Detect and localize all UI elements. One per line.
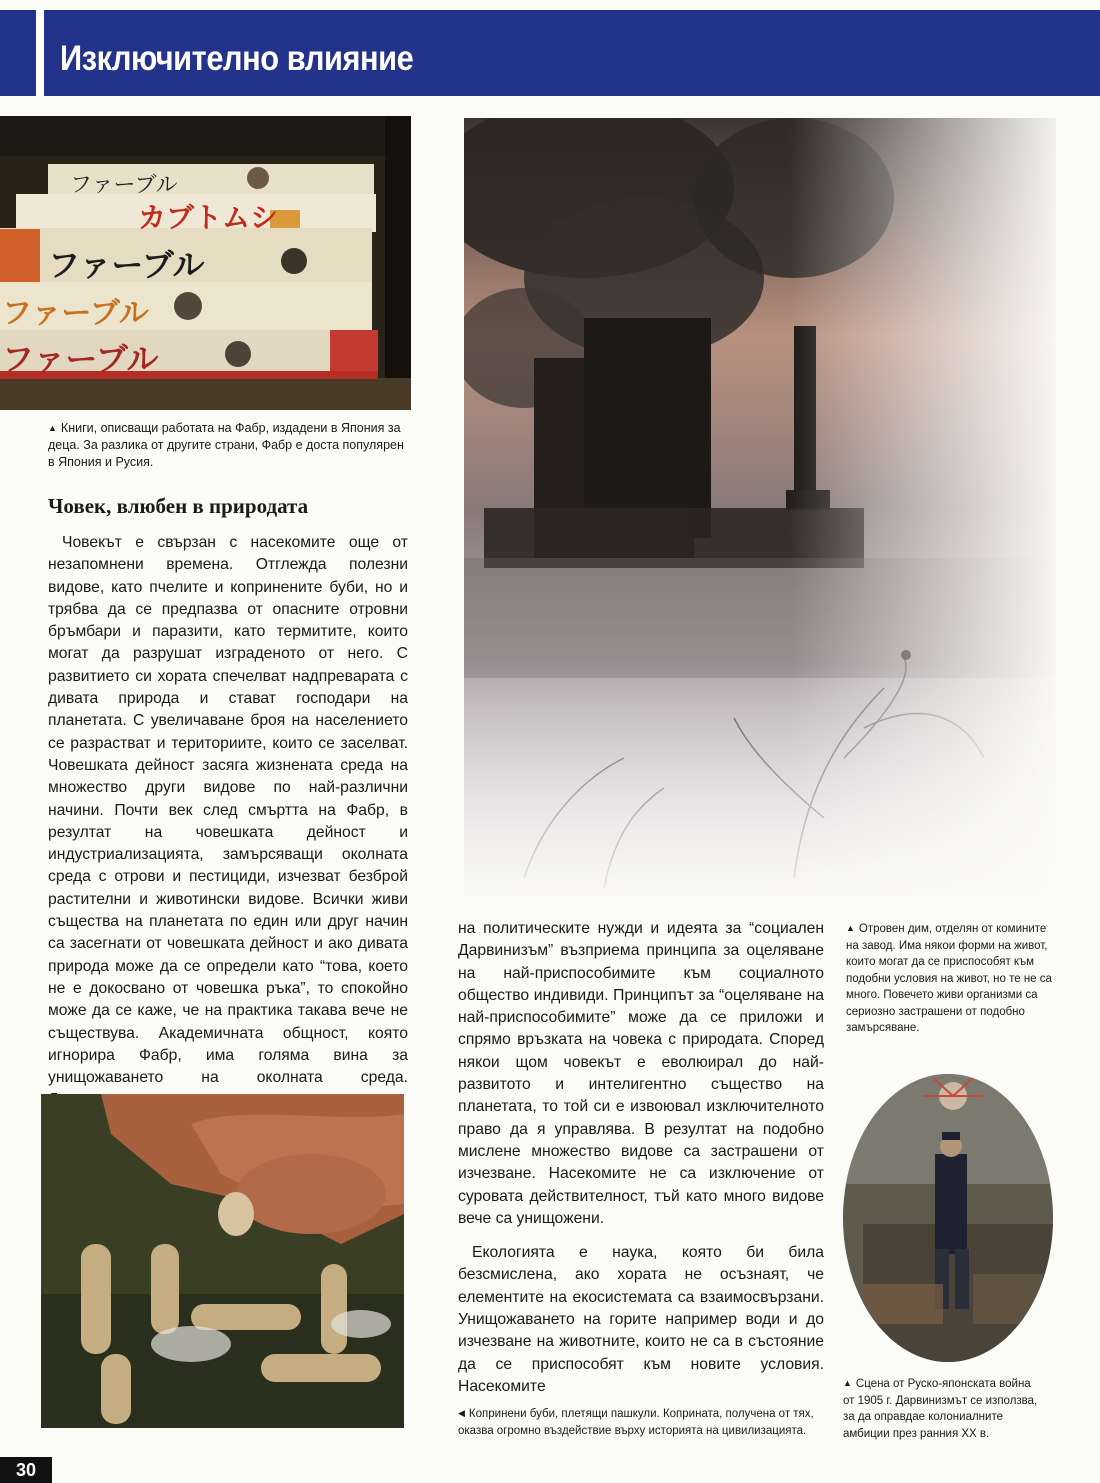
article-column-2: [458, 918, 824, 1398]
book-spine-2: カブトムシ: [138, 201, 279, 234]
caption-left-arrow-icon: ◀: [458, 1408, 465, 1418]
book-spine-1: ファーブル: [70, 173, 178, 198]
factory-caption: ▲ Отровен дим, отделян от комините на завод. Има някои форми на живот, които могат да се приспособят към подобни условия на живот, но те не са много. Повечето живи организми са сериозно застрашени от подобно замърсяване.: [846, 920, 1056, 1037]
header-edge-stripe: [36, 10, 44, 96]
book-spine-4: ファーブル: [2, 296, 149, 331]
war-painting: [843, 1074, 1053, 1362]
paragraph: Екологията е наука, която би била безсмислена, ако хората не осъзнаят, че елементите на екосистемата са взаимосвързани. Унищожаването на горите например води и до изчезване на животните, които не са в състояние да се приспособят към новите условия. Насекомите: [458, 1244, 824, 1395]
war-caption: ▲ Сцена от Руско-японската война от 1905 г. Дарвинизмът се използва, за да оправдае колониалните амбиции през ранния XX в.: [843, 1375, 1043, 1442]
caption-up-arrow-icon: ▲: [843, 1378, 852, 1388]
paragraph: на политическите нужди и идеята за “социален Дарвинизъм” възприема принципа за оцеляване на най-приспособимите към социалното общество индивиди. Принципът за “оцеляване на най-приспособимите” може да се приложи и спрямо връзката на човека с природата. Според някои щом човекът е еволюирал до най-развитото и интелигентно същество на планетата, то той си е извоювал изключителното право да я управлява. В резултат на подобно мислене множество видове са застрашени от изчезване. Насекомите не са изключение от суровата действителност, тъй като много видове вече са унищожени.: [458, 920, 824, 1227]
article-column-1: [48, 532, 408, 1112]
page-title: Изключително влияние: [60, 39, 414, 78]
book-spine-3: ファーブル: [48, 246, 205, 284]
factory-smoke-photo: [464, 118, 1056, 896]
caption-up-arrow-icon: ▲: [846, 923, 855, 933]
book-spine-5: ファーブル: [2, 340, 159, 378]
books-photo: [0, 116, 411, 410]
books-caption: ▲ Книги, описващи работата на Фабр, издадени в Япония за деца. За разлика от другите страни, Фабр е доста популярен в Япония и Русия.: [48, 421, 404, 469]
silkworms-photo: [41, 1094, 404, 1428]
silkworms-caption: ◀ Копринени буби, плетящи пашкули. Коприната, получена от тях, оказва огромно въздействие върху историята на цивилизацията.: [458, 1405, 828, 1439]
caption-up-arrow-icon: ▲: [48, 423, 57, 433]
page-number: 30: [0, 1457, 52, 1483]
section-heading: Човек, влюбен в природата: [48, 494, 309, 518]
paragraph: Човекът е свързан с насекомите още от незапомнени времена. Отглежда полезни видове, като пчелите и копринените буби, но и трябва да се предпазва от опасните отровни бръмбари и паразити, като термитите, които могат да разрушат изграденото от него. С развитието си хората спечелват надпреварата с дивата природа и стават господари на планетата. С увеличаване броя на населението се разрастват и териториите, които се заселват. Човешката дейност засяга жизнената среда на множество други видове по най-различни начини. Почти век след смъртта на Фабр, в резултат на човешката дейност и индустриализацията, замърсяващи околната среда с отрови и пестициди, изчезват безброй растителни и животински видове. Всички живи същества на планетата по един или друг начин са засегнати от човешката дейност и ако дивата природа може да се определи като “това, което не е докосвано от човешка ръка”, то спокойно може да се каже, че на практика такава вече не съществува. Академичната общност, която игнорира Фабр, има голяма вина за унищожаването на околната среда.: [48, 534, 408, 1087]
